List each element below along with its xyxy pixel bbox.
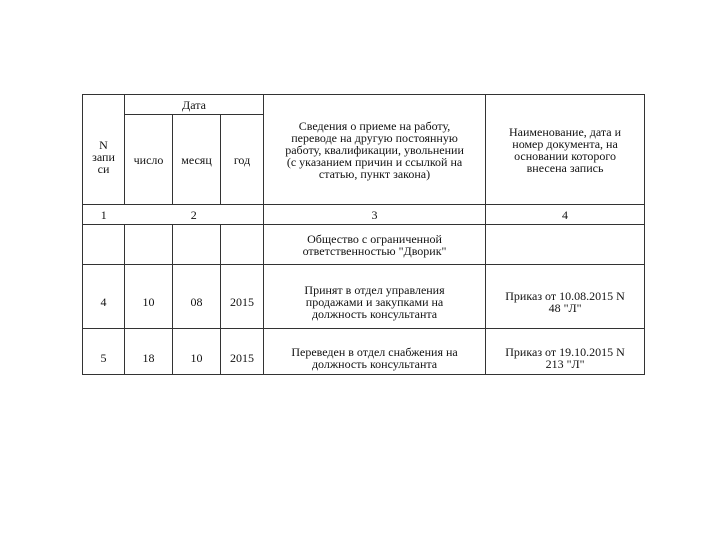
header-row-date-group (83, 95, 645, 115)
company-name-line-2: ответственностью "Дворик" (302, 243, 447, 258)
header-record-no-line-1: N (99, 137, 108, 152)
header-year: год (221, 115, 264, 205)
row-info (264, 265, 486, 329)
row-info-line-1: Переведен в отдел снабжения на (291, 344, 458, 359)
row-document (486, 265, 645, 329)
row-day: 18 (125, 329, 173, 375)
row-document (486, 329, 645, 375)
row-year: 2015 (221, 329, 264, 375)
row-document-line-1: Приказ от 19.10.2015 N (505, 344, 625, 359)
row-document-line-2: 213 "Л" (545, 356, 585, 371)
numbering-col-3: 3 (264, 205, 486, 225)
header-record-no-line-2: запи (92, 149, 115, 164)
header-info-line-2: переводе на другую постоянную (291, 130, 458, 145)
row-no: 4 (83, 265, 125, 329)
row-info (264, 329, 486, 375)
row-info-line-2: продажами и закупками на (305, 294, 444, 309)
row-info-line-1: Принят в отдел управления (304, 282, 445, 297)
row-info-line-2: должность консультанта (311, 356, 438, 371)
company-row (83, 225, 645, 265)
header-document-line-1: Наименование, дата и (509, 124, 622, 139)
header-document-line-4: внесена запись (526, 160, 604, 175)
numbering-row (83, 205, 645, 225)
header-record-no (83, 95, 125, 205)
company-name (264, 225, 486, 265)
header-day: число (125, 115, 173, 205)
header-month: месяц (173, 115, 221, 205)
row-document-line-2: 48 "Л" (548, 300, 582, 315)
header-info-line-1: Сведения о приеме на работу, (298, 118, 451, 133)
company-row-cell-no (83, 225, 125, 265)
company-row-cell-month (173, 225, 221, 265)
employment-record-table (82, 94, 645, 375)
numbering-col-1: 1 (83, 205, 125, 225)
header-date-group: Дата (125, 95, 264, 115)
header-info-line-4: (с указанием причин и ссылкой на (286, 154, 463, 169)
table-row (83, 265, 645, 329)
header-info (264, 95, 486, 205)
company-name-line-1: Общество с ограниченной (307, 231, 442, 246)
header-record-no-line-3: си (97, 161, 110, 176)
header-document-line-2: номер документа, на (512, 136, 618, 151)
company-row-cell-document (486, 225, 645, 265)
company-row-cell-year (221, 225, 264, 265)
numbering-col-4: 4 (486, 205, 645, 225)
table-row (83, 329, 645, 375)
company-row-cell-day (125, 225, 173, 265)
header-info-line-5: статью, пункт закона) (318, 166, 431, 181)
row-no: 5 (83, 329, 125, 375)
row-info-line-3: должность консультанта (311, 306, 438, 321)
header-document-line-3: основании которого (514, 148, 616, 163)
row-month: 08 (173, 265, 221, 329)
header-info-line-3: работу, квалификации, увольнении (285, 142, 464, 157)
row-year: 2015 (221, 265, 264, 329)
header-document (486, 95, 645, 205)
row-day: 10 (125, 265, 173, 329)
row-month: 10 (173, 329, 221, 375)
row-document-line-1: Приказ от 10.08.2015 N (505, 288, 625, 303)
numbering-col-2: 2 (125, 205, 264, 225)
